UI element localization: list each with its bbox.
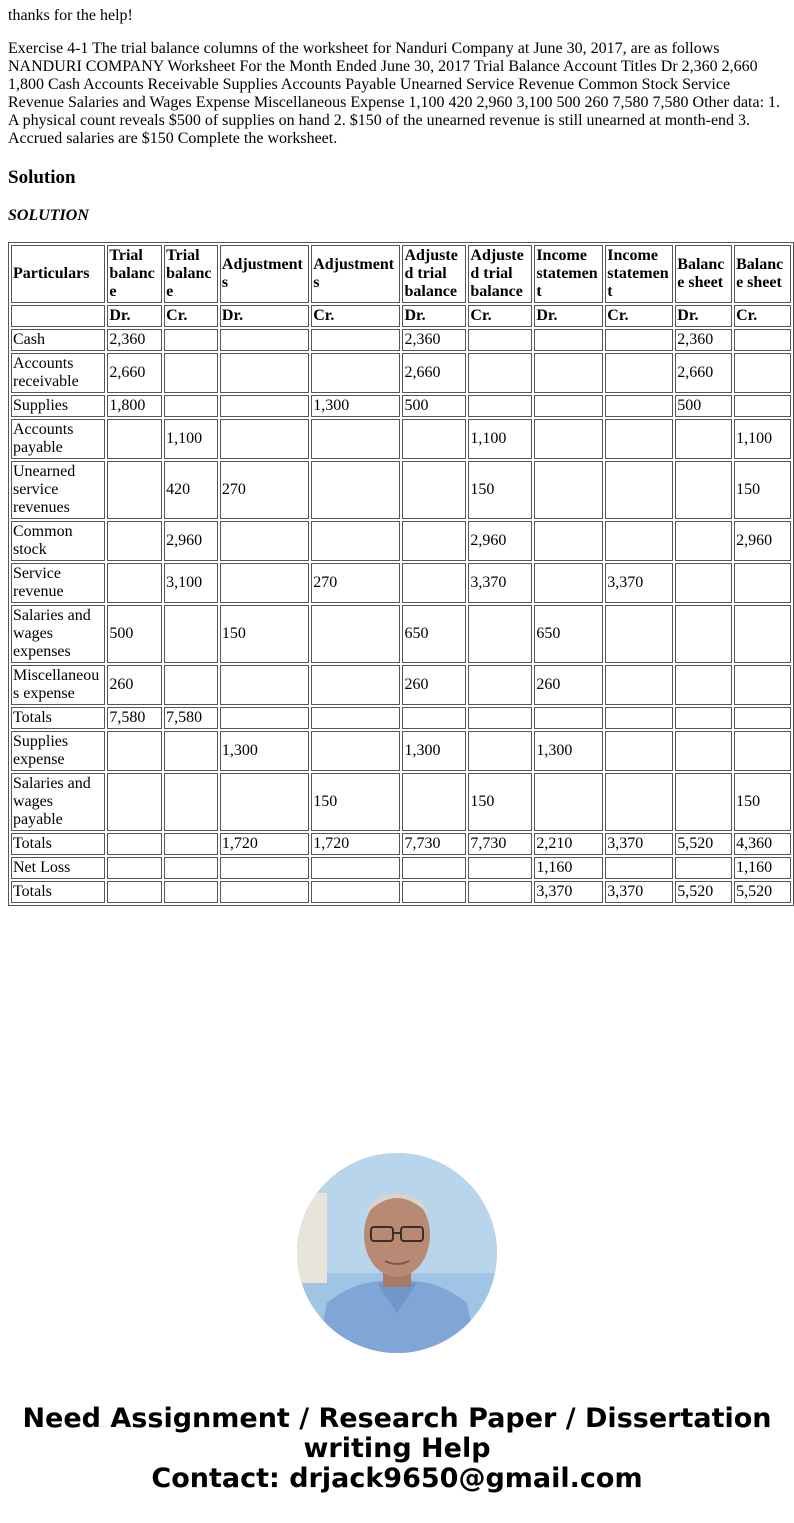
value-cell xyxy=(605,731,673,771)
value-cell xyxy=(164,395,218,417)
value-cell: 270 xyxy=(311,563,400,603)
value-cell xyxy=(107,773,162,831)
row-label-cell: Cash xyxy=(11,329,105,351)
value-cell xyxy=(675,707,732,729)
value-cell: 3,370 xyxy=(605,563,673,603)
row-label-cell: Net Loss xyxy=(11,857,105,879)
author-photo xyxy=(297,1153,497,1353)
value-cell xyxy=(468,731,532,771)
value-cell: 3,370 xyxy=(605,881,673,903)
value-cell: 1,160 xyxy=(534,857,603,879)
column-subheader: Dr. xyxy=(107,305,162,327)
value-cell: 1,720 xyxy=(220,833,309,855)
worksheet-table xyxy=(8,242,794,906)
value-cell xyxy=(164,329,218,351)
value-cell: 2,660 xyxy=(675,353,732,393)
value-cell xyxy=(468,605,532,663)
value-cell: 5,520 xyxy=(675,881,732,903)
value-cell: 150 xyxy=(220,605,309,663)
table-row xyxy=(11,419,791,459)
column-subheader: Cr. xyxy=(311,305,400,327)
value-cell xyxy=(220,881,309,903)
value-cell xyxy=(534,707,603,729)
value-cell: 1,800 xyxy=(107,395,162,417)
value-cell: 650 xyxy=(534,605,603,663)
value-cell xyxy=(605,419,673,459)
value-cell xyxy=(468,353,532,393)
value-cell: 1,160 xyxy=(734,857,791,879)
value-cell: 260 xyxy=(534,665,603,705)
value-cell xyxy=(164,881,218,903)
value-cell xyxy=(734,563,791,603)
value-cell: 1,300 xyxy=(534,731,603,771)
value-cell: 150 xyxy=(468,773,532,831)
value-cell xyxy=(107,563,162,603)
value-cell: 5,520 xyxy=(734,881,791,903)
value-cell: 3,100 xyxy=(164,563,218,603)
value-cell xyxy=(468,857,532,879)
column-subheader xyxy=(11,305,105,327)
value-cell xyxy=(311,461,400,519)
column-header: Adjusted trial balance xyxy=(402,245,466,303)
value-cell xyxy=(402,707,466,729)
value-cell xyxy=(164,731,218,771)
row-label-cell: Supplies expense xyxy=(11,731,105,771)
value-cell xyxy=(605,329,673,351)
value-cell xyxy=(675,857,732,879)
column-subheader: Cr. xyxy=(605,305,673,327)
column-header: Adjustments xyxy=(311,245,400,303)
value-cell xyxy=(675,563,732,603)
table-row xyxy=(11,329,791,351)
value-cell xyxy=(734,707,791,729)
ad-line-1: Need Assignment / Research Paper / Dissertation xyxy=(22,1403,772,1434)
value-cell xyxy=(107,521,162,561)
table-subheader-row xyxy=(11,305,791,327)
value-cell xyxy=(675,419,732,459)
row-label-cell: Service revenue xyxy=(11,563,105,603)
value-cell xyxy=(311,419,400,459)
value-cell xyxy=(468,395,532,417)
value-cell: 150 xyxy=(734,773,791,831)
value-cell: 420 xyxy=(164,461,218,519)
table-row xyxy=(11,395,791,417)
ad-contact-line: Contact: drjack9650@gmail.com xyxy=(151,1463,643,1494)
row-label-cell: Totals xyxy=(11,707,105,729)
value-cell xyxy=(220,563,309,603)
value-cell: 2,960 xyxy=(468,521,532,561)
column-subheader: Dr. xyxy=(675,305,732,327)
column-subheader: Cr. xyxy=(734,305,791,327)
value-cell xyxy=(107,419,162,459)
value-cell xyxy=(605,707,673,729)
value-cell xyxy=(605,353,673,393)
column-subheader: Cr. xyxy=(468,305,532,327)
column-header: Trial balance xyxy=(107,245,162,303)
value-cell xyxy=(675,665,732,705)
table-row xyxy=(11,833,791,855)
value-cell xyxy=(605,857,673,879)
value-cell xyxy=(605,395,673,417)
value-cell xyxy=(107,881,162,903)
value-cell xyxy=(734,731,791,771)
value-cell xyxy=(675,773,732,831)
column-header: Particulars xyxy=(11,245,105,303)
table-row xyxy=(11,857,791,879)
value-cell xyxy=(311,731,400,771)
value-cell xyxy=(220,329,309,351)
value-cell xyxy=(734,605,791,663)
value-cell xyxy=(402,563,466,603)
value-cell xyxy=(402,461,466,519)
column-subheader: Dr. xyxy=(402,305,466,327)
value-cell xyxy=(311,881,400,903)
value-cell: 150 xyxy=(468,461,532,519)
value-cell xyxy=(534,395,603,417)
value-cell xyxy=(107,731,162,771)
value-cell: 3,370 xyxy=(468,563,532,603)
column-header: Adjustments xyxy=(220,245,309,303)
column-subheader: Cr. xyxy=(164,305,218,327)
table-row xyxy=(11,731,791,771)
value-cell xyxy=(311,329,400,351)
table-row xyxy=(11,353,791,393)
table-row xyxy=(11,707,791,729)
thanks-text: thanks for the help! xyxy=(8,7,133,24)
table-row xyxy=(11,461,791,519)
value-cell: 500 xyxy=(675,395,732,417)
column-header: Trial balance xyxy=(164,245,218,303)
value-cell xyxy=(164,857,218,879)
value-cell xyxy=(675,605,732,663)
row-label-cell: Totals xyxy=(11,833,105,855)
value-cell xyxy=(734,665,791,705)
row-label-cell: Common stock xyxy=(11,521,105,561)
value-cell xyxy=(534,521,603,561)
value-cell xyxy=(107,461,162,519)
value-cell xyxy=(468,329,532,351)
value-cell xyxy=(311,521,400,561)
value-cell xyxy=(734,329,791,351)
value-cell: 270 xyxy=(220,461,309,519)
value-cell: 2,660 xyxy=(107,353,162,393)
value-cell xyxy=(605,461,673,519)
value-cell: 260 xyxy=(107,665,162,705)
value-cell xyxy=(468,707,532,729)
value-cell xyxy=(164,773,218,831)
value-cell: 2,960 xyxy=(164,521,218,561)
value-cell xyxy=(107,857,162,879)
value-cell: 150 xyxy=(311,773,400,831)
value-cell xyxy=(220,707,309,729)
table-row xyxy=(11,665,791,705)
value-cell xyxy=(534,563,603,603)
table-row xyxy=(11,563,791,603)
value-cell: 2,360 xyxy=(107,329,162,351)
value-cell: 2,360 xyxy=(675,329,732,351)
value-cell xyxy=(402,857,466,879)
column-subheader: Dr. xyxy=(534,305,603,327)
value-cell xyxy=(534,353,603,393)
value-cell: 7,730 xyxy=(468,833,532,855)
value-cell xyxy=(220,665,309,705)
value-cell: 1,300 xyxy=(402,731,466,771)
solution-label: SOLUTION xyxy=(8,207,89,224)
value-cell xyxy=(468,665,532,705)
value-cell: 1,100 xyxy=(468,419,532,459)
row-label-cell: Salaries and wages payable xyxy=(11,773,105,831)
value-cell: 150 xyxy=(734,461,791,519)
value-cell xyxy=(164,665,218,705)
column-header: Adjusted trial balance xyxy=(468,245,532,303)
value-cell xyxy=(734,395,791,417)
value-cell: 3,370 xyxy=(605,833,673,855)
author-portrait-image xyxy=(297,1153,497,1353)
value-cell: 500 xyxy=(402,395,466,417)
value-cell xyxy=(675,731,732,771)
value-cell xyxy=(220,419,309,459)
table-row xyxy=(11,521,791,561)
question-text: Exercise 4-1 The trial balance columns of the worksheet for Nanduri Company at June 30, 2017, are as follows NANDURI COMPANY Worksheet For the Month Ended June 30, 2017 Trial Balance Account Titles Dr 2,360 2,660 1,800 Cash Accounts Receivable Supplies Accounts Payable Unearned Service Revenue Common Stock Service Revenue Salaries and Wages Expense Miscellaneous Expense 1,100 420 2,960 3,100 500 260 7,580 7,580 Other data: 1. A physical count reveals $500 of supplies on hand 2. $150 of the unearned revenue is still unearned at month-end 3. Accrued salaries are $150 Complete the worksheet. xyxy=(8,40,781,147)
value-cell xyxy=(164,605,218,663)
value-cell xyxy=(605,605,673,663)
row-label-cell: Salaries and wages expenses xyxy=(11,605,105,663)
column-header: Income statement xyxy=(605,245,673,303)
value-cell xyxy=(311,353,400,393)
value-cell xyxy=(164,353,218,393)
value-cell: 1,100 xyxy=(734,419,791,459)
solution-heading: Solution xyxy=(8,167,76,188)
value-cell: 7,580 xyxy=(164,707,218,729)
value-cell xyxy=(402,521,466,561)
column-subheader: Dr. xyxy=(220,305,309,327)
value-cell: 1,100 xyxy=(164,419,218,459)
value-cell xyxy=(468,881,532,903)
value-cell xyxy=(220,521,309,561)
value-cell: 1,300 xyxy=(220,731,309,771)
value-cell xyxy=(734,353,791,393)
value-cell: 500 xyxy=(107,605,162,663)
value-cell xyxy=(164,833,218,855)
value-cell xyxy=(534,419,603,459)
value-cell: 1,300 xyxy=(311,395,400,417)
value-cell xyxy=(675,521,732,561)
value-cell xyxy=(311,857,400,879)
ad-line-2: writing Help xyxy=(303,1433,491,1464)
value-cell: 7,730 xyxy=(402,833,466,855)
value-cell xyxy=(534,329,603,351)
value-cell xyxy=(402,881,466,903)
row-label-cell: Unearned service revenues xyxy=(11,461,105,519)
value-cell: 2,960 xyxy=(734,521,791,561)
value-cell xyxy=(605,521,673,561)
value-cell xyxy=(311,707,400,729)
value-cell: 650 xyxy=(402,605,466,663)
value-cell xyxy=(534,461,603,519)
value-cell xyxy=(675,461,732,519)
value-cell: 260 xyxy=(402,665,466,705)
table-row xyxy=(11,773,791,831)
value-cell: 2,210 xyxy=(534,833,603,855)
table-header-row xyxy=(11,245,791,303)
value-cell: 2,660 xyxy=(402,353,466,393)
column-header: Income statement xyxy=(534,245,603,303)
value-cell: 3,370 xyxy=(534,881,603,903)
value-cell: 1,720 xyxy=(311,833,400,855)
value-cell xyxy=(107,833,162,855)
row-label-cell: Totals xyxy=(11,881,105,903)
value-cell: 5,520 xyxy=(675,833,732,855)
value-cell xyxy=(311,605,400,663)
value-cell xyxy=(605,665,673,705)
column-header: Balance sheet xyxy=(734,245,791,303)
value-cell xyxy=(311,665,400,705)
column-header: Balance sheet xyxy=(675,245,732,303)
row-label-cell: Accounts payable xyxy=(11,419,105,459)
value-cell xyxy=(402,773,466,831)
value-cell: 4,360 xyxy=(734,833,791,855)
value-cell xyxy=(534,773,603,831)
table-row xyxy=(11,605,791,663)
row-label-cell: Miscellaneous expense xyxy=(11,665,105,705)
value-cell xyxy=(220,857,309,879)
value-cell: 7,580 xyxy=(107,707,162,729)
value-cell xyxy=(220,773,309,831)
row-label-cell: Accounts receivable xyxy=(11,353,105,393)
value-cell xyxy=(220,353,309,393)
row-label-cell: Supplies xyxy=(11,395,105,417)
value-cell: 2,360 xyxy=(402,329,466,351)
value-cell xyxy=(402,419,466,459)
value-cell xyxy=(605,773,673,831)
value-cell xyxy=(220,395,309,417)
help-advertisement xyxy=(0,1404,794,1494)
table-row xyxy=(11,881,791,903)
